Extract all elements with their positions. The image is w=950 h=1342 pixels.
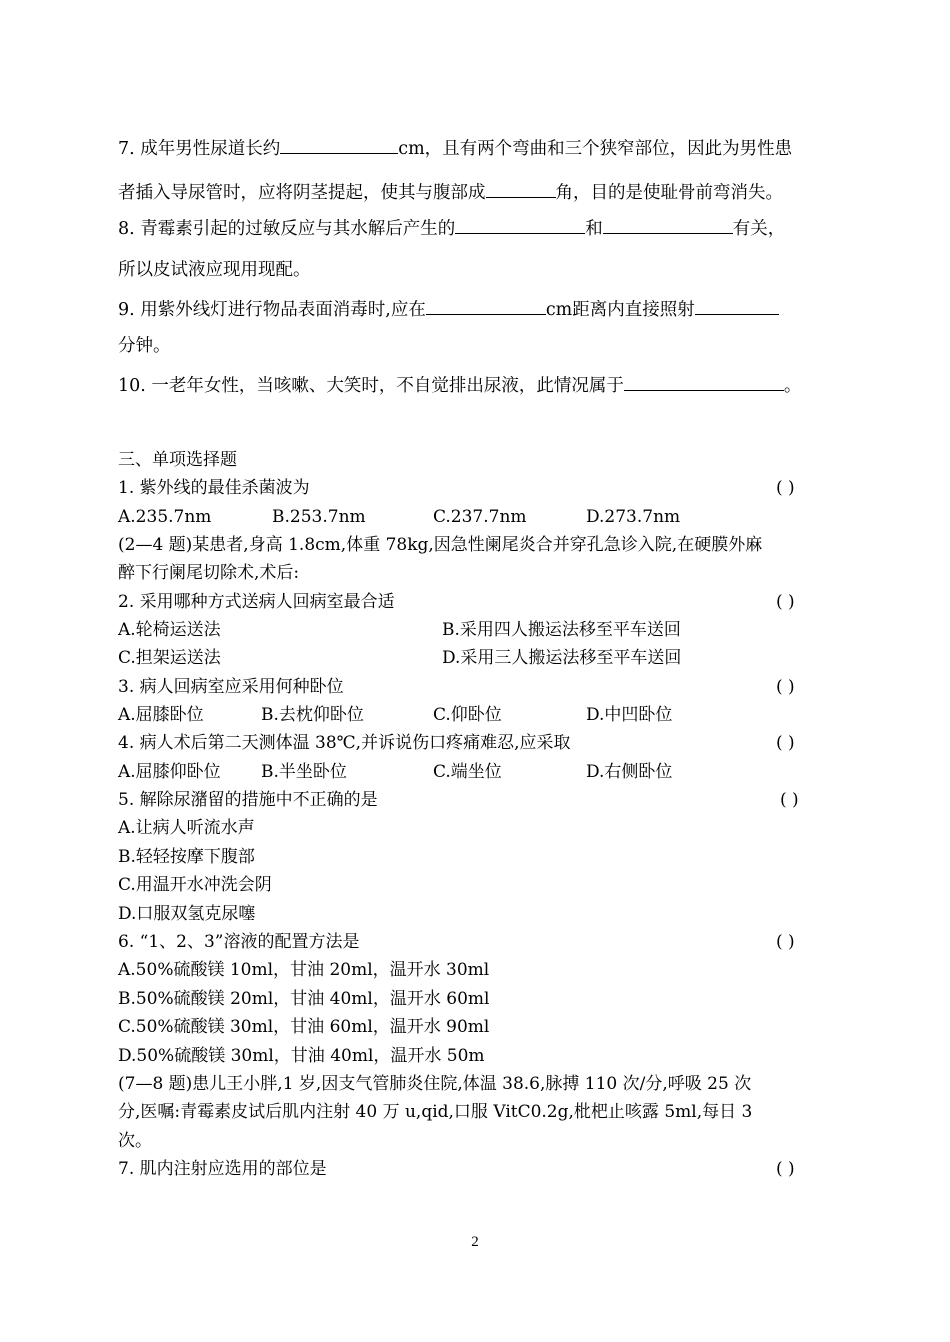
question-text: 有关， bbox=[732, 219, 786, 239]
case-stem-line-1: (7—8 题)患儿王小胖,1 岁,因支气管肺炎住院,体温 38.6,脉搏 110 次/分,呼吸 25 次 bbox=[118, 1074, 752, 1094]
case-stem-line-2: 分,医嘱:青霉素皮试后肌内注射 40 万 u,qid,口服 VitC0.2g,枇杷止咳露 5ml,每日 3 bbox=[118, 1102, 753, 1122]
option-b[interactable]: B.去枕仰卧位 bbox=[261, 705, 364, 725]
page-number: 2 bbox=[471, 1234, 479, 1250]
option-b[interactable]: B.轻轻按摩下腹部 bbox=[118, 847, 255, 867]
case-stem-line-2: 醉下行阑尾切除术,术后: bbox=[118, 563, 300, 583]
answer-paren[interactable]: ( ) bbox=[780, 790, 799, 810]
question-text: cm，且有两个弯曲和三个狭窄部位，因此为男性患 bbox=[398, 139, 793, 159]
case-stem-line-1: (2—4 题)某患者,身高 1.8cm,体重 78kg,因急性阑尾炎合并穿孔急诊入院,在硬膜外麻 bbox=[118, 535, 763, 555]
option-d[interactable]: D.中凹卧位 bbox=[586, 705, 673, 725]
option-c[interactable]: C.50%硫酸镁 30ml，甘油 60ml，温开水 90ml bbox=[118, 1017, 490, 1037]
answer-paren[interactable]: ( ) bbox=[776, 592, 795, 612]
option-c[interactable]: C.担架运送法 bbox=[118, 648, 221, 668]
option-b[interactable]: B.半坐卧位 bbox=[261, 762, 347, 782]
option-d[interactable]: D.右侧卧位 bbox=[586, 762, 673, 782]
option-d[interactable]: D.50%硫酸镁 30ml，甘油 40ml，温开水 50m bbox=[118, 1046, 485, 1066]
answer-paren[interactable]: ( ) bbox=[776, 1159, 795, 1179]
answer-paren[interactable]: ( ) bbox=[776, 733, 795, 753]
section-title: 三、单项选择题 bbox=[118, 450, 237, 470]
option-b[interactable]: B.50%硫酸镁 20ml，甘油 40ml，温开水 60ml bbox=[118, 989, 490, 1009]
question-8-line-1 bbox=[118, 216, 785, 239]
option-a[interactable]: A.让病人听流水声 bbox=[118, 818, 255, 838]
mc-question-6: 6. “1、2、3”溶液的配置方法是 bbox=[118, 932, 360, 952]
mc-question-7: 7. 肌内注射应选用的部位是 bbox=[118, 1159, 327, 1179]
answer-paren[interactable]: ( ) bbox=[776, 478, 795, 498]
question-text: 7. 成年男性尿道长约 bbox=[118, 139, 281, 159]
case-stem-line-3: 次。 bbox=[118, 1131, 152, 1151]
question-7-line-2 bbox=[118, 180, 783, 203]
option-a[interactable]: A.屈膝卧位 bbox=[118, 705, 204, 725]
answer-blank[interactable] bbox=[280, 136, 398, 154]
answer-blank[interactable] bbox=[603, 216, 733, 234]
answer-paren[interactable]: ( ) bbox=[776, 677, 795, 697]
answer-blank[interactable] bbox=[455, 216, 585, 234]
option-d[interactable]: D.273.7nm bbox=[586, 507, 681, 527]
mc-question-1: 1. 紫外线的最佳杀菌波为 bbox=[118, 478, 310, 498]
answer-blank[interactable] bbox=[486, 180, 556, 198]
question-9-line-2: 分钟。 bbox=[118, 336, 171, 356]
question-10 bbox=[118, 373, 801, 396]
question-8-line-2: 所以皮试液应现用现配。 bbox=[118, 260, 311, 280]
option-d[interactable]: D.采用三人搬运法移至平车送回 bbox=[442, 648, 682, 668]
answer-blank[interactable] bbox=[624, 373, 784, 391]
question-text: 者插入导尿管时，应将阴茎提起，使其与腹部成 bbox=[118, 183, 486, 203]
question-text: cm距离内直接照射 bbox=[545, 300, 695, 320]
question-text: 9. 用紫外线灯进行物品表面消毒时,应在 bbox=[118, 300, 426, 320]
answer-blank[interactable] bbox=[695, 297, 779, 315]
mc-question-4: 4. 病人术后第二天测体温 38℃,并诉说伤口疼痛难忍,应采取 bbox=[118, 733, 571, 753]
option-c[interactable]: C.端坐位 bbox=[433, 762, 502, 782]
question-text: 8. 青霉素引起的过敏反应与其水解后产生的 bbox=[118, 219, 456, 239]
option-a[interactable]: A.235.7nm bbox=[118, 507, 212, 527]
question-text: 和 bbox=[585, 219, 603, 239]
option-b[interactable]: B.采用四人搬运法移至平车送回 bbox=[442, 620, 681, 640]
answer-blank[interactable] bbox=[426, 297, 546, 315]
option-a[interactable]: A.轮椅运送法 bbox=[118, 620, 221, 640]
mc-question-2: 2. 采用哪种方式送病人回病室最合适 bbox=[118, 592, 395, 612]
question-text: 10. 一老年女性，当咳嗽、大笑时，不自觉排出尿液，此情况属于 bbox=[118, 376, 624, 396]
option-c[interactable]: C.用温开水冲洗会阴 bbox=[118, 875, 272, 895]
option-d[interactable]: D.口服双氢克尿噻 bbox=[118, 904, 256, 924]
question-text: 角，目的是使耻骨前弯消失。 bbox=[555, 183, 783, 203]
option-a[interactable]: A.屈膝仰卧位 bbox=[118, 762, 221, 782]
option-c[interactable]: C.仰卧位 bbox=[433, 705, 502, 725]
option-c[interactable]: C.237.7nm bbox=[433, 507, 527, 527]
mc-question-3: 3. 病人回病室应采用何种卧位 bbox=[118, 677, 344, 697]
option-a[interactable]: A.50%硫酸镁 10ml，甘油 20ml，温开水 30ml bbox=[118, 960, 490, 980]
question-text: 。 bbox=[783, 376, 802, 396]
mc-question-5: 5. 解除尿潴留的措施中不正确的是 bbox=[118, 790, 378, 810]
question-9-line-1 bbox=[118, 297, 779, 320]
answer-paren[interactable]: ( ) bbox=[776, 932, 795, 952]
option-b[interactable]: B.253.7nm bbox=[272, 507, 366, 527]
question-7-line-1 bbox=[118, 136, 792, 159]
